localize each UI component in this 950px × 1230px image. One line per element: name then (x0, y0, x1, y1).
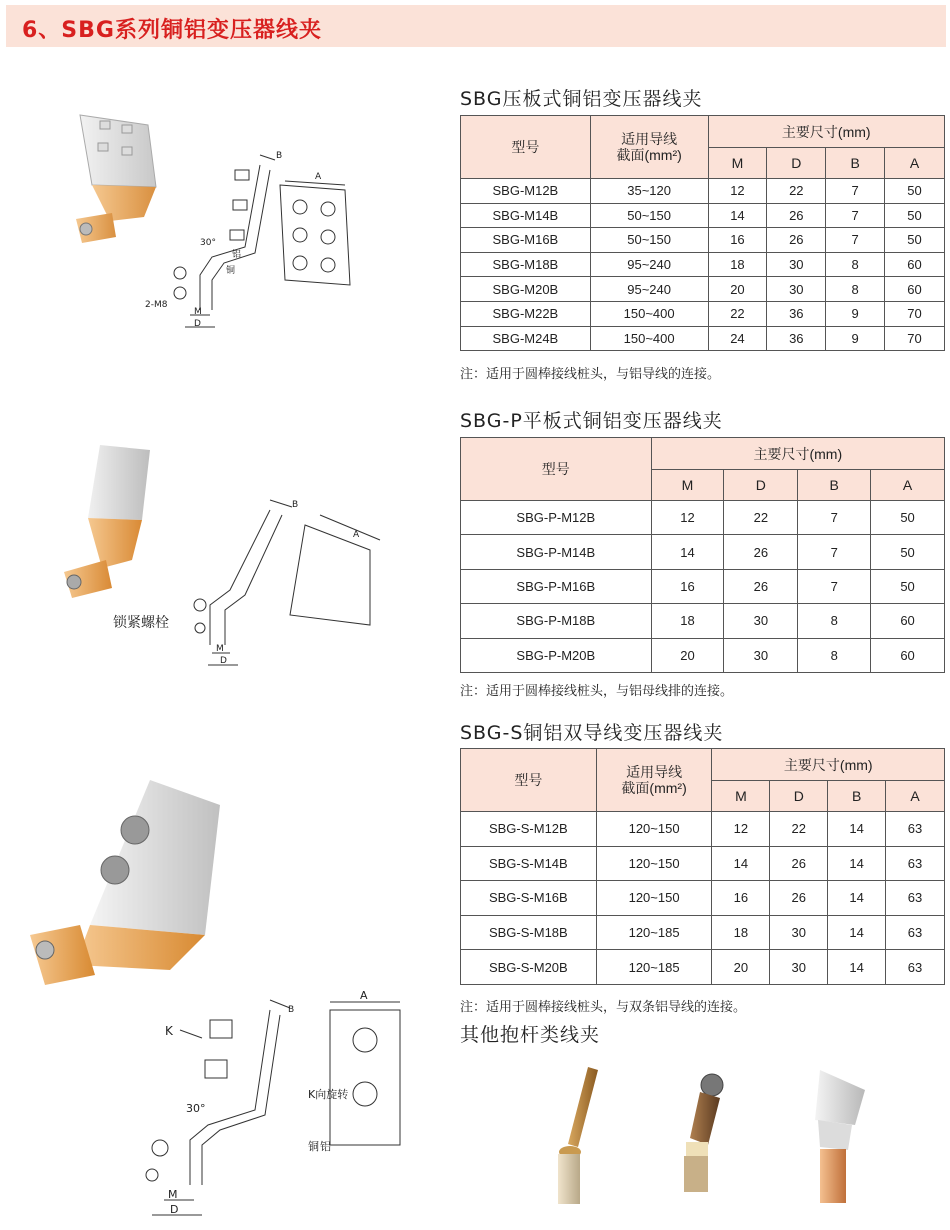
cell-model: SBG-M14B (461, 203, 591, 228)
section-3-note: 注：适用于圆棒接线桩头，与双条铝导线的连接。 (460, 1000, 747, 1015)
cell-m: 12 (651, 501, 724, 535)
label-b: B (276, 151, 283, 161)
header-col-d: D (724, 470, 798, 501)
cell-d: 26 (724, 569, 798, 603)
cell-a: 50 (871, 501, 945, 535)
header-section (590, 116, 708, 179)
header-col-b: B (826, 148, 885, 179)
label-b: B (292, 500, 299, 510)
header-col-m: M (651, 470, 724, 501)
cell-d: 30 (767, 277, 826, 302)
section-2-note: 注：适用于圆棒接线桩头，与铝母线排的连接。 (460, 684, 734, 699)
table-row (461, 915, 945, 950)
table-sbg-s (460, 748, 945, 985)
cell-a: 70 (885, 326, 945, 351)
table-row (461, 638, 945, 672)
cell-d: 30 (724, 638, 798, 672)
cell-b: 14 (828, 881, 886, 916)
cell-b: 8 (798, 604, 871, 638)
header-col-d: D (770, 781, 828, 812)
cell-b: 9 (826, 301, 885, 326)
cell-m: 18 (708, 252, 767, 277)
cell-d: 26 (724, 535, 798, 569)
cell-section: 120~185 (596, 950, 712, 985)
header-col-m: M (708, 148, 767, 179)
table-row (461, 569, 945, 603)
label-k: K (165, 1024, 173, 1038)
drawing-sbg-b (140, 145, 370, 335)
cell-d: 36 (767, 301, 826, 326)
product-photo-sbg-p (50, 440, 170, 620)
header-dims: 主要尺寸(mm) (708, 116, 944, 148)
cell-d: 22 (767, 179, 826, 204)
cell-m: 20 (651, 638, 724, 672)
table-row (461, 501, 945, 535)
label-a: A (360, 990, 368, 1002)
cell-m: 14 (651, 535, 724, 569)
cell-model: SBG-P-M14B (461, 535, 652, 569)
header-col-a: A (885, 148, 945, 179)
cell-section: 95~240 (590, 252, 708, 277)
cell-a: 63 (886, 881, 945, 916)
table-row (461, 203, 945, 228)
table-row (461, 604, 945, 638)
label-k-rotate: K向旋转 (308, 1088, 349, 1101)
header-col-b: B (828, 781, 886, 812)
label-b: B (288, 1005, 295, 1015)
cell-model: SBG-P-M18B (461, 604, 652, 638)
cell-a: 50 (871, 535, 945, 569)
cell-d: 26 (767, 228, 826, 253)
cell-a: 63 (886, 846, 945, 881)
cell-b: 7 (826, 179, 885, 204)
cell-b: 9 (826, 326, 885, 351)
cell-b: 7 (798, 501, 871, 535)
cell-d: 26 (770, 881, 828, 916)
label-angle: 30° (186, 1102, 206, 1115)
cell-m: 16 (651, 569, 724, 603)
lock-bolt-label: 锁紧螺栓 (113, 615, 169, 631)
header-section (596, 749, 712, 812)
cell-model: SBG-P-M16B (461, 569, 652, 603)
cell-a: 60 (871, 604, 945, 638)
cell-d: 30 (770, 950, 828, 985)
cell-a: 50 (885, 228, 945, 253)
label-al: 铝 (320, 1140, 331, 1153)
table-row (461, 277, 945, 302)
cell-a: 60 (885, 252, 945, 277)
label-m: M (168, 1188, 178, 1201)
title-bar (6, 5, 946, 47)
cell-model: SBG-P-M12B (461, 501, 652, 535)
label-m: M (194, 307, 202, 317)
drawing-sbg-s (140, 990, 410, 1225)
cell-section: 120~150 (596, 846, 712, 881)
label-angle: 30° (200, 238, 216, 248)
cell-m: 12 (712, 812, 770, 847)
header-model: 型号 (461, 116, 591, 179)
table-row (461, 881, 945, 916)
cell-a: 63 (886, 950, 945, 985)
cell-model: SBG-M24B (461, 326, 591, 351)
cell-model: SBG-M18B (461, 252, 591, 277)
cell-a: 70 (885, 301, 945, 326)
cell-m: 16 (708, 228, 767, 253)
cell-m: 22 (708, 301, 767, 326)
header-col-b: B (798, 470, 871, 501)
label-bolts: 2-M8 (145, 300, 168, 310)
cell-b: 7 (798, 535, 871, 569)
cell-a: 60 (871, 638, 945, 672)
section-3-title: SBG-S铜铝双导线变压器线夹 (460, 722, 724, 744)
cell-b: 8 (798, 638, 871, 672)
cell-section: 120~150 (596, 881, 712, 916)
cell-m: 24 (708, 326, 767, 351)
cell-a: 50 (885, 179, 945, 204)
cell-b: 8 (826, 277, 885, 302)
label-d: D (220, 656, 227, 666)
table-row (461, 535, 945, 569)
section-1-note: 注：适用于圆棒接线桩头，与铝导线的连接。 (460, 367, 721, 382)
table-row (461, 812, 945, 847)
table-row (461, 950, 945, 985)
header-dims: 主要尺寸(mm) (712, 749, 945, 781)
header-col-a: A (886, 781, 945, 812)
table-row (461, 326, 945, 351)
label-d: D (170, 1203, 179, 1216)
cell-a: 60 (885, 277, 945, 302)
label-m: M (216, 644, 224, 654)
table-3-body (461, 812, 945, 985)
cell-model: SBG-P-M20B (461, 638, 652, 672)
cell-section: 150~400 (590, 301, 708, 326)
cell-b: 7 (826, 203, 885, 228)
header-section-line1: 适用导线 (621, 131, 678, 147)
cell-m: 16 (712, 881, 770, 916)
cell-d: 30 (770, 915, 828, 950)
table-sbg-b (460, 115, 945, 351)
label-cu: 铜 (308, 1140, 319, 1153)
label-al: 铝 (232, 250, 242, 260)
header-col-a: A (871, 470, 945, 501)
label-d: D (194, 319, 201, 329)
cell-model: SBG-S-M14B (461, 846, 597, 881)
cell-m: 20 (712, 950, 770, 985)
cell-b: 14 (828, 846, 886, 881)
drawing-sbg-p (170, 495, 390, 675)
header-col-d: D (767, 148, 826, 179)
label-a: A (353, 530, 360, 540)
cell-model: SBG-M22B (461, 301, 591, 326)
cell-section: 35~120 (590, 179, 708, 204)
table-sbg-p (460, 437, 945, 673)
cell-m: 18 (651, 604, 724, 638)
other-clamp-photo-3 (800, 1065, 880, 1210)
cell-section: 95~240 (590, 277, 708, 302)
cell-b: 8 (826, 252, 885, 277)
other-clamps-title: 其他抱杆类线夹 (460, 1024, 601, 1046)
cell-a: 50 (885, 203, 945, 228)
cell-a: 63 (886, 915, 945, 950)
header-section-line1: 适用导线 (626, 764, 683, 780)
table-1-body (461, 179, 945, 351)
cell-section: 150~400 (590, 326, 708, 351)
header-section-line2: 截面(mm²) (616, 147, 682, 163)
table-row (461, 179, 945, 204)
cell-d: 26 (767, 203, 826, 228)
cell-a: 50 (871, 569, 945, 603)
cell-m: 14 (712, 846, 770, 881)
cell-b: 14 (828, 915, 886, 950)
section-1-title: SBG压板式铜铝变压器线夹 (460, 88, 703, 110)
other-clamp-photo-1 (540, 1062, 610, 1212)
cell-d: 22 (770, 812, 828, 847)
table-2-body (461, 501, 945, 673)
cell-model: SBG-S-M16B (461, 881, 597, 916)
cell-model: SBG-S-M18B (461, 915, 597, 950)
cell-d: 30 (767, 252, 826, 277)
cell-d: 26 (770, 846, 828, 881)
header-model: 型号 (461, 749, 597, 812)
cell-section: 50~150 (590, 228, 708, 253)
table-row (461, 228, 945, 253)
cell-b: 14 (828, 950, 886, 985)
cell-m: 20 (708, 277, 767, 302)
cell-model: SBG-S-M12B (461, 812, 597, 847)
cell-b: 7 (798, 569, 871, 603)
table-row (461, 846, 945, 881)
cell-section: 120~150 (596, 812, 712, 847)
label-cu: 铜 (226, 266, 236, 276)
cell-b: 14 (828, 812, 886, 847)
cell-section: 50~150 (590, 203, 708, 228)
section-2-title: SBG-P平板式铜铝变压器线夹 (460, 410, 723, 432)
cell-b: 7 (826, 228, 885, 253)
header-dims: 主要尺寸(mm) (651, 438, 944, 470)
header-col-m: M (712, 781, 770, 812)
cell-section: 120~185 (596, 915, 712, 950)
table-row (461, 252, 945, 277)
header-section-line2: 截面(mm²) (621, 780, 687, 796)
cell-model: SBG-M20B (461, 277, 591, 302)
cell-model: SBG-M16B (461, 228, 591, 253)
cell-m: 14 (708, 203, 767, 228)
cell-m: 12 (708, 179, 767, 204)
cell-m: 18 (712, 915, 770, 950)
cell-model: SBG-S-M20B (461, 950, 597, 985)
label-a: A (315, 172, 322, 182)
header-model: 型号 (461, 438, 652, 501)
cell-d: 36 (767, 326, 826, 351)
cell-model: SBG-M12B (461, 179, 591, 204)
cell-d: 30 (724, 604, 798, 638)
cell-d: 22 (724, 501, 798, 535)
page-title: 6、SBG系列铜铝变压器线夹 (22, 18, 322, 43)
product-photo-sbg-s (20, 775, 230, 1000)
other-clamp-photo-2 (672, 1070, 732, 1200)
cell-a: 63 (886, 812, 945, 847)
table-row (461, 301, 945, 326)
